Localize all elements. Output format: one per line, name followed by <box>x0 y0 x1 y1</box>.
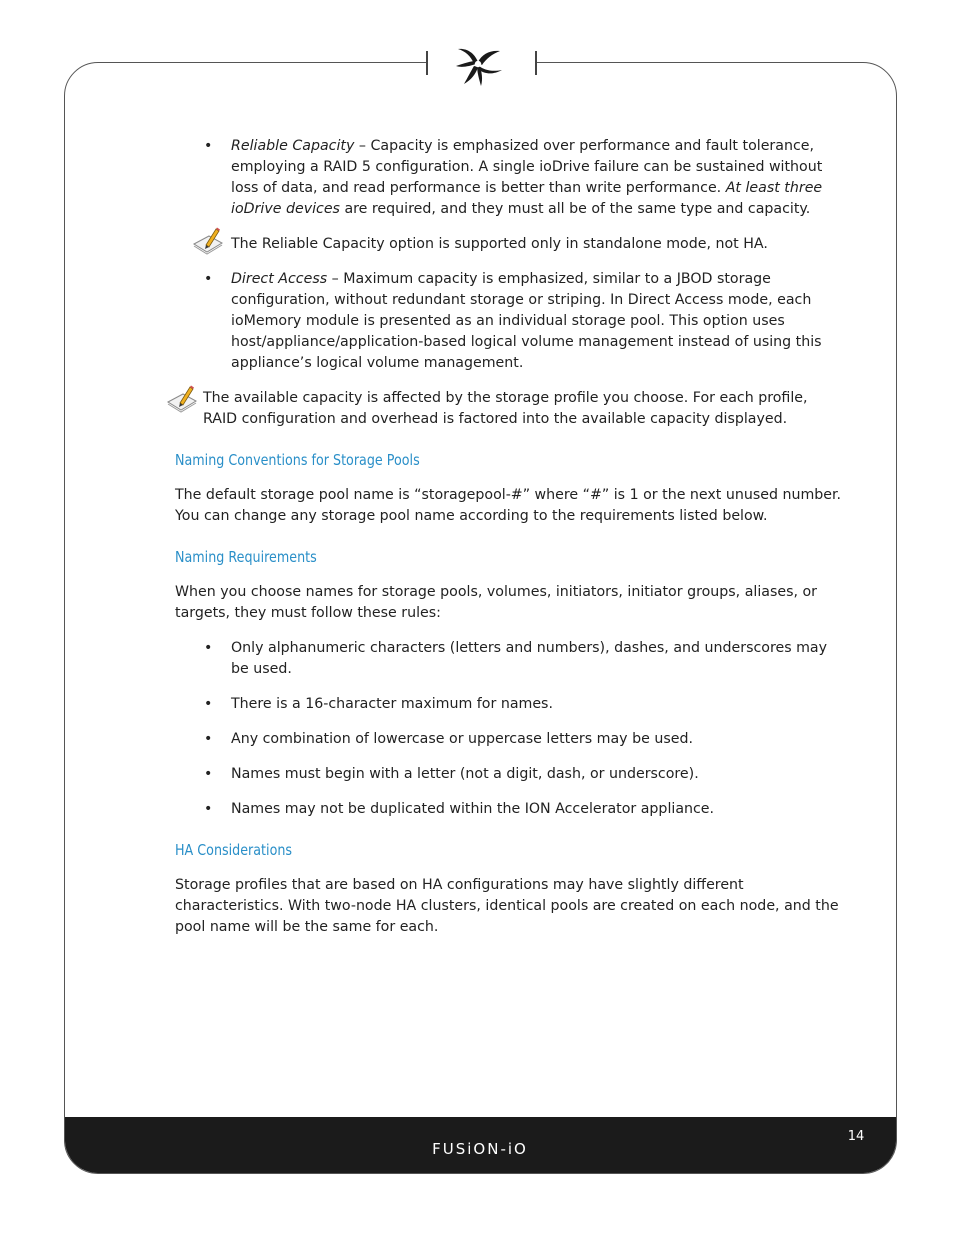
bullet-glyph: • <box>204 801 213 817</box>
rule-text: Only alphanumeric characters (letters and numbers), dashes, and underscores may be used. <box>231 640 828 677</box>
header-tick-left <box>426 51 428 75</box>
direct-access-text: – Maximum capacity is emphasized, similar to a JBOD storage configuration, without redundant storage or striping. In Direct Access mode, each ioMemory module is presented as an individual storage pool. This option uses host/appliance/application-based logical volume management instead of using this appliance’s logical volume management. <box>231 271 822 371</box>
reliable-capacity-text-2: are required, and they must all be of the same type and capacity. <box>339 201 811 217</box>
fusion-io-star-logo-icon <box>452 42 508 88</box>
bullet-glyph: • <box>204 731 213 747</box>
note-reliable-capacity <box>175 234 843 255</box>
list-item-rule <box>175 694 843 715</box>
header-tick-right <box>535 51 537 75</box>
note-1-text: The Reliable Capacity option is supported only in standalone mode, not HA. <box>231 236 768 252</box>
naming-requirements-body: When you choose names for storage pools, volumes, initiators, initiator groups, aliases, or targets, they must follow these rules: <box>175 584 818 621</box>
note-available-capacity <box>175 388 843 430</box>
rule-text: There is a 16-character maximum for names. <box>231 696 553 712</box>
list-item-rule <box>175 729 843 750</box>
note-2-text: The available capacity is affected by the storage profile you choose. For each profile, RAID configuration and overhead is factored into the available capacity displayed. <box>203 390 808 427</box>
list-item-rule <box>175 764 843 785</box>
fusion-io-brand-logo: FUSiON-iO <box>432 1140 528 1158</box>
bullet-glyph: • <box>204 271 213 287</box>
note-pencil-icon <box>165 384 199 414</box>
bullet-glyph: • <box>204 766 213 782</box>
reliable-capacity-emphasis: At least three ioDrive devices <box>231 180 823 217</box>
rule-text: Names may not be duplicated within the ION Accelerator appliance. <box>231 801 715 817</box>
rule-text: Any combination of lowercase or uppercase letters may be used. <box>231 731 693 747</box>
direct-access-paragraph <box>231 269 843 374</box>
naming-conventions-body: The default storage pool name is “storagepool-#” where “#” is 1 or the next unused number. You can change any storage pool name according to the requirements listed below. <box>175 487 842 524</box>
reliable-capacity-paragraph <box>231 136 843 220</box>
list-item-reliable-capacity <box>175 136 843 220</box>
reliable-capacity-text-1: – Capacity is emphasized over performance and fault tolerance, employing a RAID 5 configuration. A single ioDrive failure can be sustained without loss of data, and read performance is better than write performance. <box>231 138 823 196</box>
bullet-glyph: • <box>204 138 213 154</box>
direct-access-term: Direct Access <box>231 271 328 287</box>
bullet-glyph: • <box>204 640 213 656</box>
page-number: 14 <box>847 1129 865 1144</box>
list-item-rule <box>175 638 843 680</box>
heading-ha-considerations: HA Considerations <box>175 841 293 859</box>
list-item-direct-access <box>175 269 843 374</box>
bullet-glyph: • <box>204 696 213 712</box>
heading-naming-conventions: Naming Conventions for Storage Pools <box>175 451 420 469</box>
reliable-capacity-term: Reliable Capacity <box>231 138 355 154</box>
rule-text: Names must begin with a letter (not a digit, dash, or underscore). <box>231 766 699 782</box>
list-item-rule <box>175 799 843 820</box>
ha-considerations-body: Storage profiles that are based on HA configurations may have slightly different characteristics. With two-node HA clusters, identical pools are created on each node, and the pool name will be the same for each. <box>175 877 839 935</box>
note-pencil-icon <box>191 226 225 256</box>
heading-naming-requirements: Naming Requirements <box>175 548 317 566</box>
page-content <box>175 136 843 952</box>
